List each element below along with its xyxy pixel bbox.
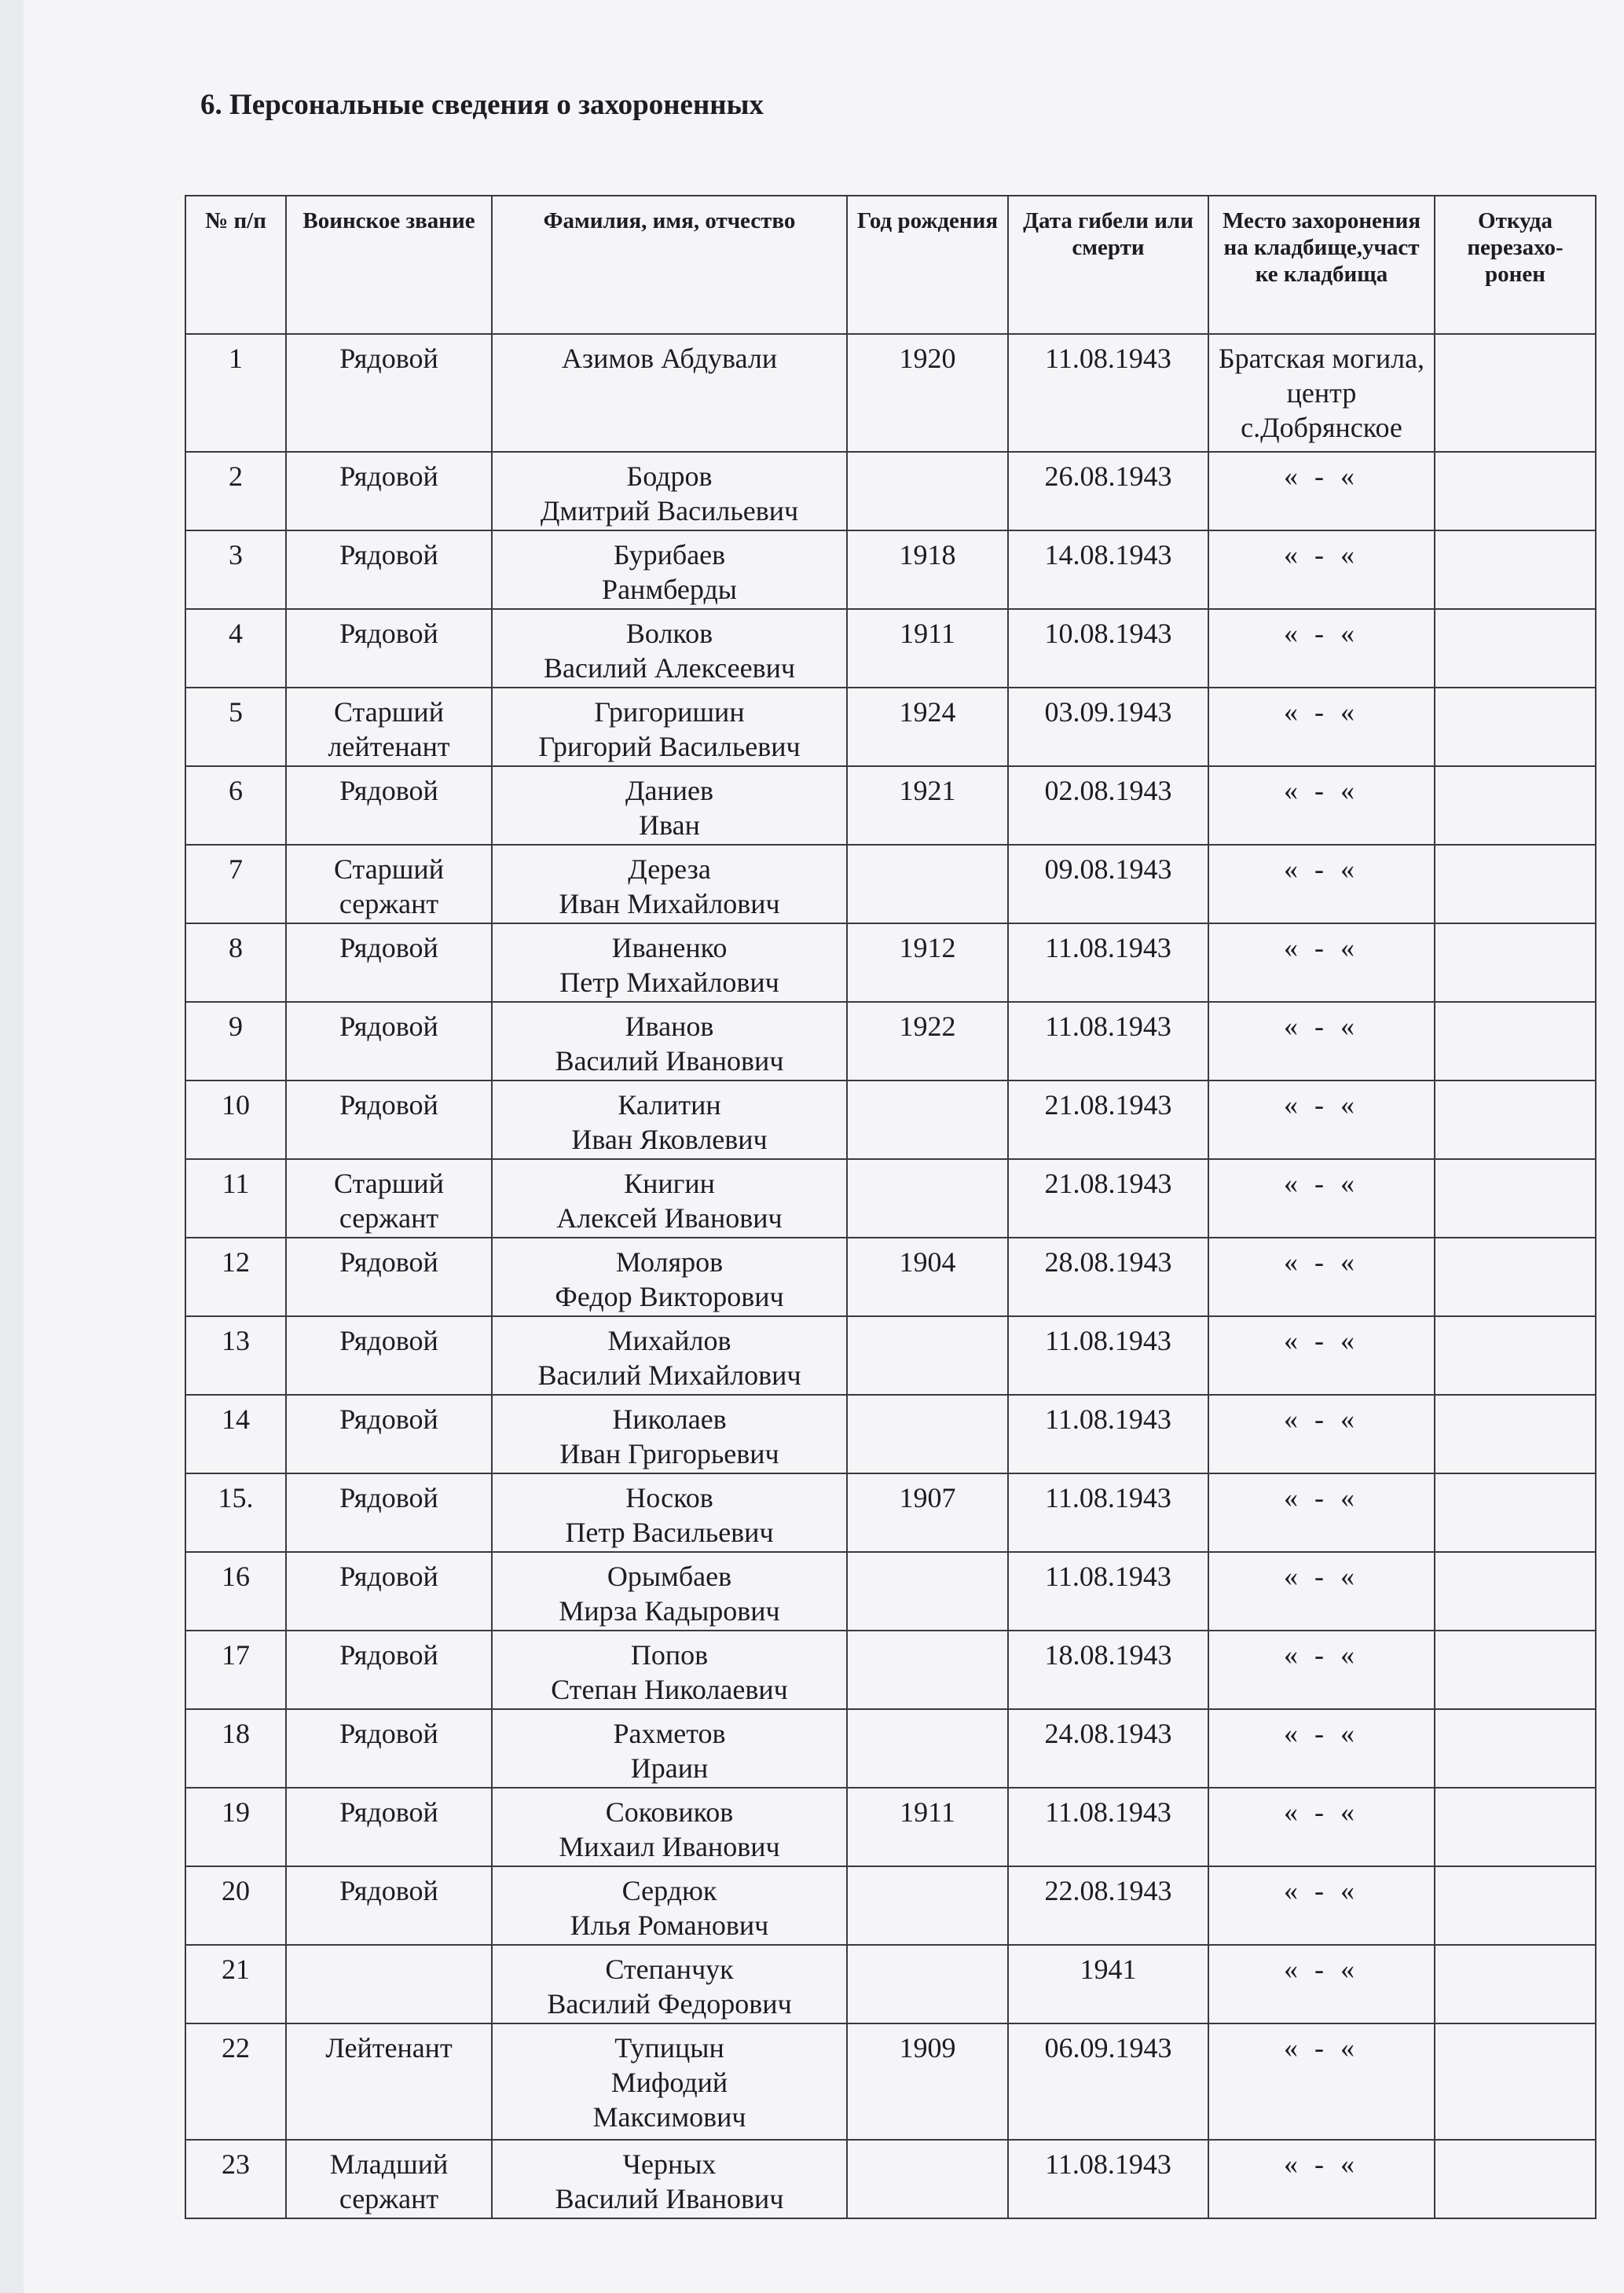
cell-reburied-from [1435,845,1596,923]
cell-death-date: 03.09.1943 [1008,688,1208,766]
name-line: Иван [639,809,700,841]
cell-birth-year [847,452,1008,530]
name-line: Василий Иванович [555,2183,784,2214]
cell-birth-year: 1912 [847,923,1008,1002]
cell-num: 2 [185,452,286,530]
cell-rank: Рядовой [286,334,492,452]
cell-birth-year [847,1631,1008,1709]
cell-reburied-from [1435,1080,1596,1159]
cell-rank: Рядовой [286,1631,492,1709]
document-page [24,0,1624,2293]
cell-reburied-from [1435,766,1596,845]
cell-burial-place: « - « [1208,688,1435,766]
cell-birth-year [847,1316,1008,1395]
table-row [185,530,1596,609]
cell-name [492,1473,847,1552]
cell-burial-place: « - « [1208,1945,1435,2023]
cell-reburied-from [1435,1002,1596,1080]
burials-table [185,195,1597,2219]
cell-rank: Рядовой [286,1395,492,1473]
table-row [185,1159,1596,1238]
cell-rank: Рядовой [286,1238,492,1316]
cell-num: 15. [185,1473,286,1552]
cell-burial-place: Братская могила, центр с.Добрянское [1208,334,1435,452]
cell-reburied-from [1435,1395,1596,1473]
cell-birth-year: 1907 [847,1473,1008,1552]
cell-birth-year [847,1945,1008,2023]
cell-birth-year [847,1709,1008,1788]
cell-rank: Рядовой [286,1788,492,1866]
table-row [185,845,1596,923]
section-heading: 6. Персональные сведения о захороненных [200,89,764,121]
name-line: Григорий Васильевич [538,731,801,762]
name-line: Орымбаев [607,1561,732,1592]
name-line: Книгин [624,1168,715,1199]
cell-rank: Рядовой [286,530,492,609]
table-row [185,1316,1596,1395]
cell-num: 14 [185,1395,286,1473]
cell-name [492,1866,847,1945]
cell-death-date: 21.08.1943 [1008,1159,1208,1238]
name-line: Василий Алексеевич [543,652,795,684]
cell-name [492,530,847,609]
cell-rank: Рядовой [286,1709,492,1788]
cell-burial-place: « - « [1208,1866,1435,1945]
cell-burial-place: « - « [1208,1002,1435,1080]
cell-rank: Лейтенант [286,2023,492,2140]
cell-death-date: 28.08.1943 [1008,1238,1208,1316]
cell-num: 21 [185,1945,286,2023]
cell-name [492,688,847,766]
table-row [185,1552,1596,1631]
name-line: Михаил Иванович [559,1831,780,1862]
cell-rank: Рядовой [286,1866,492,1945]
header-name: Фамилия, имя, отчество [492,196,847,334]
cell-num: 20 [185,1866,286,1945]
cell-burial-place: « - « [1208,1552,1435,1631]
cell-burial-place: « - « [1208,1788,1435,1866]
cell-death-date: 18.08.1943 [1008,1631,1208,1709]
header-birth-year: Год рождения [847,196,1008,334]
cell-burial-place: « - « [1208,530,1435,609]
cell-burial-place: « - « [1208,1159,1435,1238]
cell-reburied-from [1435,688,1596,766]
table-row [185,1788,1596,1866]
cell-burial-place: « - « [1208,766,1435,845]
cell-death-date: 09.08.1943 [1008,845,1208,923]
table-row [185,609,1596,688]
cell-burial-place: « - « [1208,452,1435,530]
cell-death-date: 11.08.1943 [1008,1002,1208,1080]
cell-num: 3 [185,530,286,609]
cell-death-date: 1941 [1008,1945,1208,2023]
cell-name [492,2023,847,2140]
name-line: Моляров [615,1246,724,1278]
name-line: Михайлов [607,1325,731,1356]
header-burial-place: Место захоронения на кладбище,участ ке кладбища [1208,196,1435,334]
cell-reburied-from [1435,609,1596,688]
cell-rank: Рядовой [286,1552,492,1631]
cell-birth-year [847,845,1008,923]
cell-death-date: 11.08.1943 [1008,1395,1208,1473]
name-line: Иванов [625,1011,714,1042]
name-line: Петр Михайлович [559,967,779,998]
cell-burial-place: « - « [1208,1080,1435,1159]
name-line: Мифодий [610,2067,728,2098]
cell-birth-year: 1911 [847,1788,1008,1866]
cell-num: 10 [185,1080,286,1159]
table-row [185,334,1596,452]
cell-reburied-from [1435,1866,1596,1945]
cell-death-date: 11.08.1943 [1008,1316,1208,1395]
cell-burial-place: « - « [1208,923,1435,1002]
cell-num: 19 [185,1788,286,1866]
cell-reburied-from [1435,1159,1596,1238]
cell-burial-place: « - « [1208,845,1435,923]
name-line: Мирза Кадырович [559,1595,780,1627]
table-row [185,452,1596,530]
cell-reburied-from [1435,1631,1596,1709]
cell-death-date: 14.08.1943 [1008,530,1208,609]
cell-num: 9 [185,1002,286,1080]
cell-rank: Старший лейтенант [286,688,492,766]
header-reburied-from: Откуда перезахо-ронен [1435,196,1596,334]
cell-birth-year [847,2140,1008,2218]
cell-birth-year: 1911 [847,609,1008,688]
cell-rank: Младший сержант [286,2140,492,2218]
table-row [185,1238,1596,1316]
name-line: Степан Николаевич [551,1674,788,1705]
cell-num: 22 [185,2023,286,2140]
cell-birth-year: 1909 [847,2023,1008,2140]
cell-death-date: 11.08.1943 [1008,1473,1208,1552]
table-row [185,1002,1596,1080]
name-line: Носков [625,1482,713,1513]
cell-birth-year: 1918 [847,530,1008,609]
cell-name [492,923,847,1002]
cell-reburied-from [1435,1945,1596,2023]
cell-rank: Рядовой [286,609,492,688]
cell-num: 4 [185,609,286,688]
cell-num: 1 [185,334,286,452]
name-line: Василий Иванович [555,1045,784,1077]
name-line: Алексей Иванович [556,1202,783,1234]
cell-death-date: 10.08.1943 [1008,609,1208,688]
cell-birth-year: 1920 [847,334,1008,452]
cell-num: 18 [185,1709,286,1788]
cell-rank: Рядовой [286,1316,492,1395]
cell-name [492,334,847,452]
cell-rank: Рядовой [286,452,492,530]
cell-name [492,1395,847,1473]
cell-reburied-from [1435,452,1596,530]
name-line: Василий Федорович [547,1988,792,2020]
name-line: Иван Григорьевич [559,1438,779,1469]
name-line: Максимович [592,2101,746,2133]
table-row [185,1080,1596,1159]
cell-reburied-from [1435,1709,1596,1788]
cell-rank: Рядовой [286,766,492,845]
table-row [185,923,1596,1002]
name-line: Илья Романович [570,1910,769,1941]
table-row [185,688,1596,766]
cell-name [492,1552,847,1631]
cell-birth-year: 1924 [847,688,1008,766]
cell-name [492,1709,847,1788]
cell-birth-year [847,1866,1008,1945]
cell-name [492,1002,847,1080]
table-row [185,1709,1596,1788]
name-line: Даниев [625,775,714,806]
cell-burial-place: « - « [1208,1473,1435,1552]
cell-death-date: 11.08.1943 [1008,923,1208,1002]
header-rank: Воинское звание [286,196,492,334]
cell-reburied-from [1435,1552,1596,1631]
table-row [185,2140,1596,2218]
name-line: Иван Михайлович [559,888,780,919]
cell-burial-place: « - « [1208,2140,1435,2218]
cell-birth-year [847,1080,1008,1159]
cell-rank [286,1945,492,2023]
cell-death-date: 02.08.1943 [1008,766,1208,845]
cell-birth-year: 1922 [847,1002,1008,1080]
cell-birth-year [847,1395,1008,1473]
name-line: Степанчук [605,1954,734,1985]
cell-death-date: 22.08.1943 [1008,1866,1208,1945]
name-line: Волков [625,618,713,649]
cell-name [492,845,847,923]
cell-num: 13 [185,1316,286,1395]
cell-birth-year [847,1552,1008,1631]
cell-reburied-from [1435,923,1596,1002]
name-line: Соковиков [605,1796,734,1828]
table-row [185,1631,1596,1709]
header-death-date: Дата гибели или смерти [1008,196,1208,334]
name-line: Бурибаев [613,539,726,570]
cell-reburied-from [1435,1473,1596,1552]
cell-death-date: 11.08.1943 [1008,2140,1208,2218]
cell-death-date: 11.08.1943 [1008,334,1208,452]
cell-rank: Рядовой [286,1002,492,1080]
cell-num: 5 [185,688,286,766]
table-row [185,2023,1596,2140]
cell-death-date: 06.09.1943 [1008,2023,1208,2140]
cell-rank: Рядовой [286,1080,492,1159]
name-line: Иван Яковлевич [571,1124,768,1155]
cell-burial-place: « - « [1208,1709,1435,1788]
cell-reburied-from [1435,530,1596,609]
cell-num: 12 [185,1238,286,1316]
cell-burial-place: « - « [1208,1316,1435,1395]
name-line: Ираин [630,1752,709,1784]
cell-burial-place: « - « [1208,1395,1435,1473]
cell-burial-place: « - « [1208,2023,1435,2140]
cell-death-date: 24.08.1943 [1008,1709,1208,1788]
cell-reburied-from [1435,2023,1596,2140]
name-line: Рахметов [613,1718,726,1749]
cell-num: 8 [185,923,286,1002]
cell-reburied-from [1435,1238,1596,1316]
cell-num: 7 [185,845,286,923]
cell-reburied-from [1435,1788,1596,1866]
cell-birth-year [847,1159,1008,1238]
cell-death-date: 11.08.1943 [1008,1788,1208,1866]
cell-rank: Рядовой [286,923,492,1002]
name-line: Федор Викторович [555,1281,784,1312]
name-line: Азимов Абдували [561,343,778,374]
cell-name [492,452,847,530]
cell-num: 6 [185,766,286,845]
name-line: Бодров [626,460,713,492]
cell-rank: Рядовой [286,1473,492,1552]
name-line: Сердюк [621,1875,717,1906]
cell-death-date: 21.08.1943 [1008,1080,1208,1159]
cell-burial-place: « - « [1208,1238,1435,1316]
cell-name [492,2140,847,2218]
cell-name [492,1238,847,1316]
cell-reburied-from [1435,334,1596,452]
cell-num: 23 [185,2140,286,2218]
table-row [185,766,1596,845]
name-line: Черных [622,2148,717,2180]
name-line: Василий Михайлович [537,1359,801,1391]
name-line: Петр Васильевич [565,1517,774,1548]
name-line: Попов [630,1639,709,1671]
cell-death-date: 11.08.1943 [1008,1552,1208,1631]
cell-num: 11 [185,1159,286,1238]
cell-burial-place: « - « [1208,1631,1435,1709]
cell-reburied-from [1435,2140,1596,2218]
cell-reburied-from [1435,1316,1596,1395]
name-line: Тупицын [614,2032,724,2064]
header-num: № п/п [185,196,286,334]
cell-num: 16 [185,1552,286,1631]
name-line: Дмитрий Васильевич [540,495,799,526]
cell-name [492,1159,847,1238]
cell-name [492,609,847,688]
name-line: Дереза [628,853,711,885]
table-row [185,1945,1596,2023]
cell-name [492,1080,847,1159]
cell-name [492,1945,847,2023]
table-row [185,1395,1596,1473]
name-line: Николаев [612,1403,727,1435]
cell-name [492,1788,847,1866]
table-body [185,334,1596,2218]
header-row [185,196,1596,334]
cell-birth-year: 1904 [847,1238,1008,1316]
name-line: Ранмберды [602,574,737,605]
cell-name [492,766,847,845]
cell-death-date: 26.08.1943 [1008,452,1208,530]
cell-rank: Старший сержант [286,845,492,923]
cell-num: 17 [185,1631,286,1709]
table-row [185,1473,1596,1552]
table-row [185,1866,1596,1945]
cell-birth-year: 1921 [847,766,1008,845]
name-line: Иваненко [611,932,728,963]
cell-name [492,1316,847,1395]
cell-burial-place: « - « [1208,609,1435,688]
name-line: Калитин [618,1089,721,1121]
name-line: Григоришин [594,696,745,728]
cell-rank: Старший сержант [286,1159,492,1238]
cell-name [492,1631,847,1709]
